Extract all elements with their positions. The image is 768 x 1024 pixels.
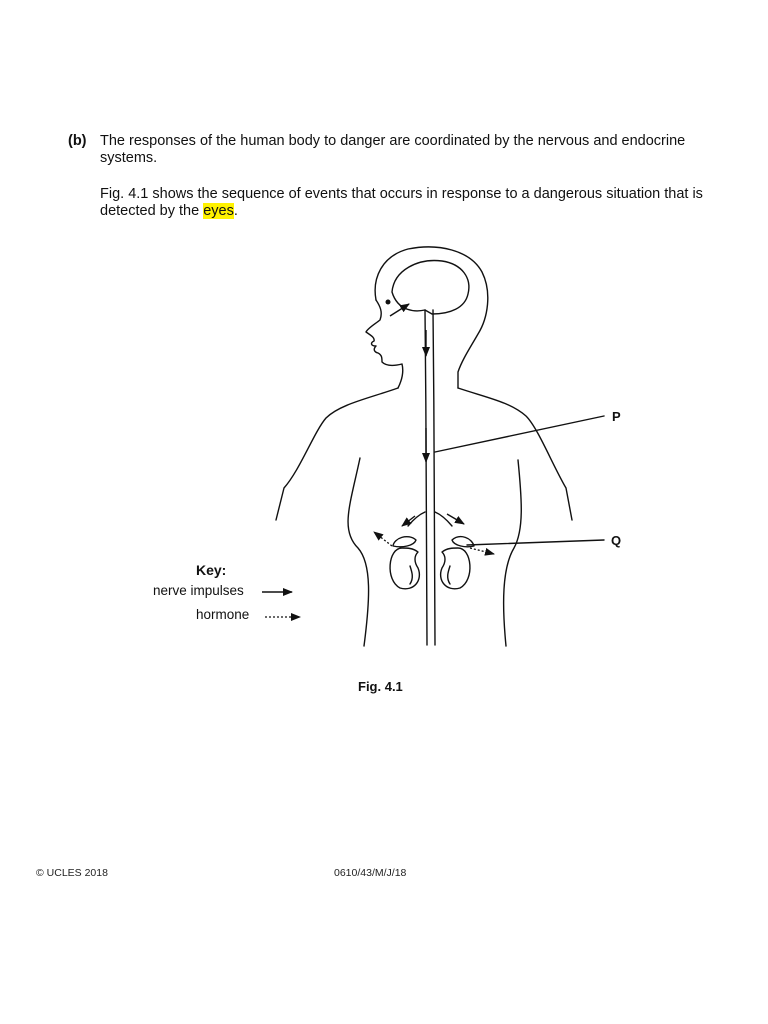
torso-left: [276, 388, 398, 646]
footer-paper-code: 0610/43/M/J/18: [334, 867, 407, 879]
arrow-eye-to-brain: [390, 304, 409, 316]
left-adrenal-gland: [393, 537, 416, 547]
question-paragraph-1: The responses of the human body to danger are coordinated by the nervous and endocrine systems.: [100, 133, 686, 166]
spinal-cord: [425, 310, 435, 645]
key-hormone-label: hormone: [196, 607, 250, 622]
label-p: P: [612, 409, 621, 424]
paragraph-2-text: Fig. 4.1 shows the sequence of events that occurs in response to a dangerous situation that is detected by the: [100, 186, 703, 219]
highlighted-word: eyes: [203, 203, 234, 219]
paragraph-2-end: .: [233, 203, 238, 219]
head-outline: [375, 247, 488, 388]
eye: [386, 300, 391, 305]
figure-caption: Fig. 4.1: [358, 679, 403, 694]
right-kidney: [441, 548, 470, 589]
left-kidney-pelvis: [410, 566, 412, 584]
question-part-label: (b): [68, 133, 87, 149]
key-nerve-label: nerve impulses: [153, 583, 244, 598]
arrow-hormone-right: [470, 548, 494, 554]
footer-copyright: © UCLES 2018: [36, 867, 108, 879]
arrow-hormone-left: [374, 532, 392, 546]
left-kidney: [390, 548, 419, 589]
nerve-right: [435, 512, 452, 526]
label-q: Q: [611, 533, 622, 548]
key-title: Key:: [196, 562, 227, 578]
label-line-p: [435, 416, 604, 452]
right-kidney-pelvis: [448, 566, 450, 584]
label-line-q: [467, 540, 604, 545]
brain-outline: [392, 261, 469, 314]
face-profile: [366, 300, 403, 388]
